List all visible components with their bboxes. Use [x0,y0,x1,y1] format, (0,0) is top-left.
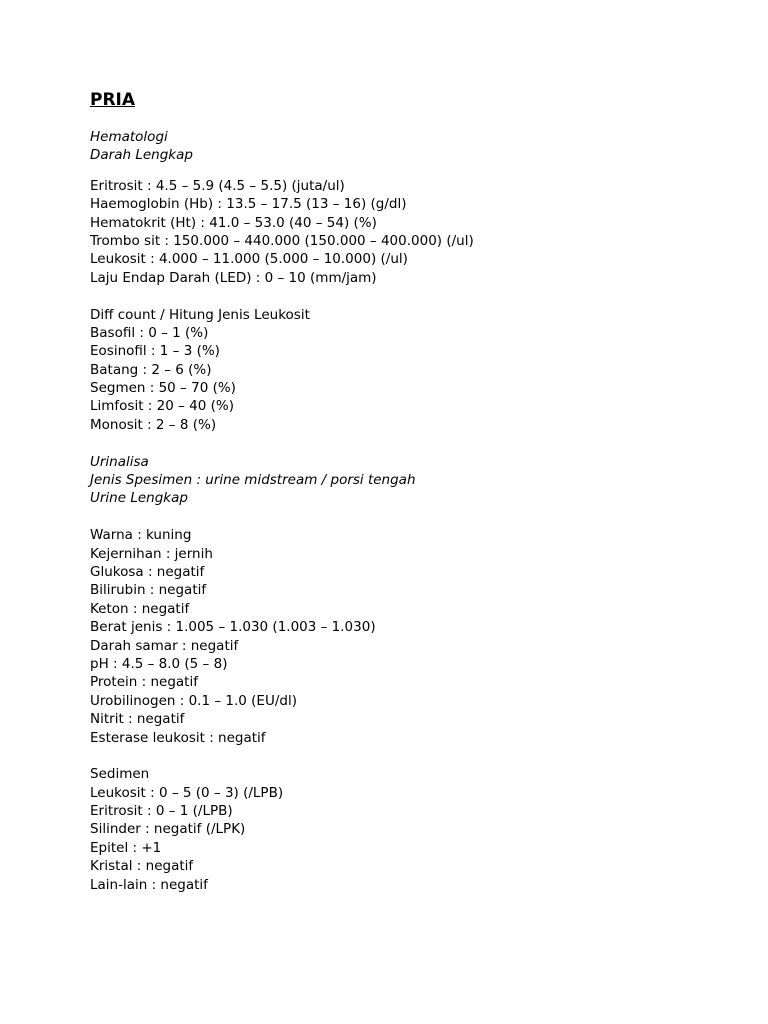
list-item: Protein : negatif [90,674,198,691]
diff-count-heading: Diff count / Hitung Jenis Leukosit [90,306,310,323]
list-item: Laju Endap Darah (LED) : 0 – 10 (mm/jam) [90,269,377,286]
list-item: Warna : kuning [90,527,192,544]
list-item: Silinder : negatif (/LPK) [90,821,246,838]
list-item: Leukosit : 4.000 – 11.000 (5.000 – 10.000) (/ul) [90,251,408,268]
list-item: Hematokrit (Ht) : 41.0 – 53.0 (40 – 54) (%) [90,214,377,231]
list-item: Eritrosit : 0 – 1 (/LPB) [90,803,233,820]
sedimen-section [90,765,730,894]
list-item: Kristal : negatif [90,858,194,875]
list-item: Lain-lain : negatif [90,876,208,893]
list-item: Monosit : 2 – 8 (%) [90,416,217,433]
list-item: Glukosa : negatif [90,563,205,580]
page-title: PRIA [90,90,136,110]
list-item: Keton : negatif [90,600,190,617]
urine-lengkap-subheading: Urine Lengkap [90,490,188,507]
specimen-line: Jenis Spesimen : urine midstream / porsi tengah [90,472,416,489]
list-item: Esterase leukosit : negatif [90,729,266,746]
urinalisa-heading: Urinalisa [90,453,149,470]
diff-count-section [90,306,730,435]
list-item: Epitel : +1 [90,839,162,856]
list-item: Basofil : 0 – 1 (%) [90,324,209,341]
list-item: Eritrosit : 4.5 – 5.9 (4.5 – 5.5) (juta/ul) [90,177,345,194]
list-item: Nitrit : negatif [90,711,185,728]
sedimen-heading: Sedimen [90,766,150,783]
list-item: Urobilinogen : 0.1 – 1.0 (EU/dl) [90,692,297,709]
list-item: Kejernihan : jernih [90,545,213,562]
list-item: Limfosit : 20 – 40 (%) [90,398,234,415]
list-item: Bilirubin : negatif [90,582,207,599]
list-item: Berat jenis : 1.005 – 1.030 (1.003 – 1.030) [90,619,376,636]
list-item: pH : 4.5 – 8.0 (5 – 8) [90,655,228,672]
list-item: Leukosit : 0 – 5 (0 – 3) (/LPB) [90,784,284,801]
hematologi-section [90,128,730,287]
urinalisa-section [90,453,730,747]
darah-lengkap-subheading: Darah Lengkap [90,147,193,164]
list-item: Eosinofil : 1 – 3 (%) [90,343,220,360]
list-item: Haemoglobin (Hb) : 13.5 – 17.5 (13 – 16) (g/dl) [90,196,407,213]
list-item: Darah samar : negatif [90,637,239,654]
hematologi-heading: Hematologi [90,129,168,145]
document-page [90,88,730,894]
list-item: Segmen : 50 – 70 (%) [90,380,236,397]
list-item: Trombo sit : 150.000 – 440.000 (150.000 – 400.000) (/ul) [90,232,474,249]
list-item: Batang : 2 – 6 (%) [90,361,212,378]
